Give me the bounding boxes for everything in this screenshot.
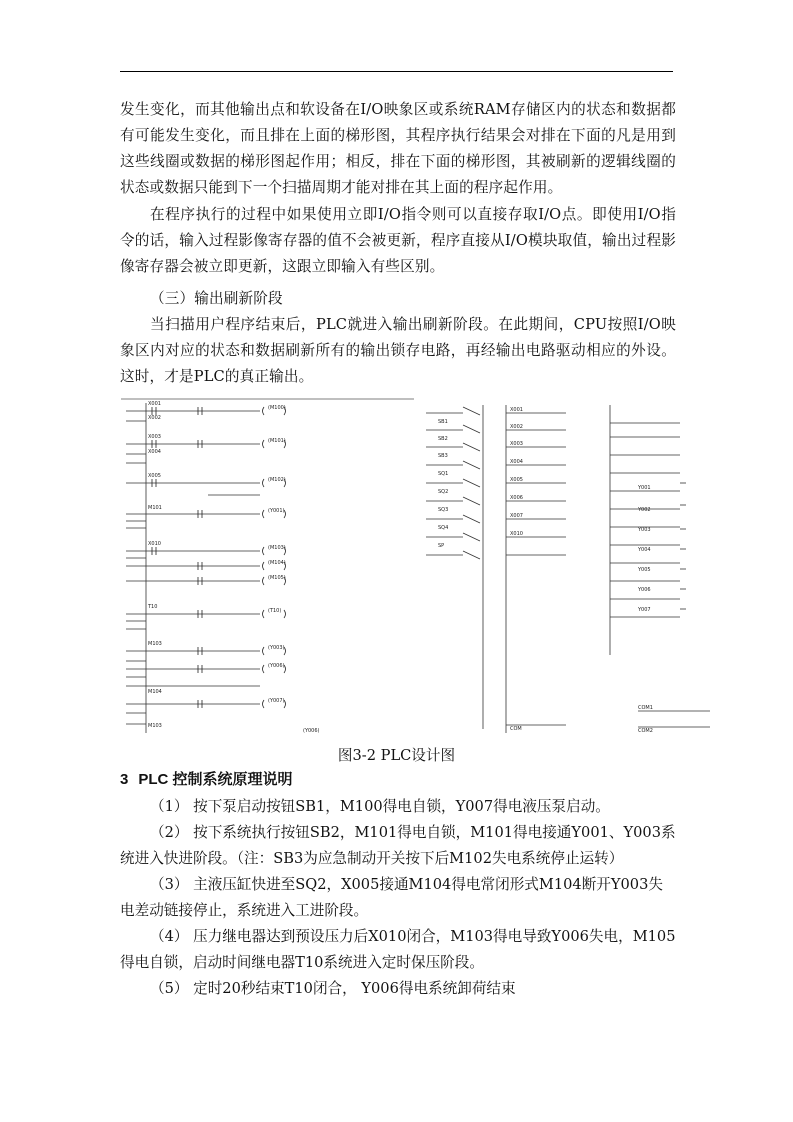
- svg-text:SB3: SB3: [438, 453, 448, 459]
- svg-text:Y006: Y006: [638, 587, 651, 593]
- section-heading: [120, 768, 293, 789]
- ladder-text: [147, 401, 320, 734]
- svg-text:X005: X005: [510, 477, 523, 483]
- svg-text:(M101): (M101): [268, 438, 286, 444]
- input-text: [438, 407, 523, 732]
- list-item-4: （4） 压力继电器达到预设压力后X010闭合，M103得电导致Y006失电，M105得电自锁，启动时间继电器T10系统进入定时保压阶段。: [120, 928, 676, 971]
- ladder-diagram: [121, 399, 414, 733]
- svg-text:Y002: Y002: [638, 507, 651, 513]
- svg-text:(T10): (T10): [268, 608, 282, 614]
- figure-caption: 图3-2 PLC设计图: [337, 747, 456, 764]
- svg-text:X005: X005: [148, 473, 161, 479]
- svg-text:(M103): (M103): [268, 545, 286, 551]
- svg-text:X006: X006: [510, 495, 523, 501]
- svg-text:X003: X003: [510, 441, 523, 447]
- svg-text:(Y006): (Y006): [268, 663, 285, 669]
- svg-text:X002: X002: [510, 424, 523, 430]
- svg-text:(M100): (M100): [268, 405, 286, 411]
- subheading-output-refresh: （三）输出刷新阶段: [150, 290, 283, 307]
- list-item-1: （1） 按下泵启动按钮SB1，M100得电自锁，Y007得电液压泵启动。: [150, 798, 610, 815]
- svg-text:SP: SP: [438, 543, 445, 549]
- svg-text:(M104): (M104): [268, 560, 286, 566]
- svg-text:COM1: COM1: [638, 705, 653, 711]
- output-text: [637, 485, 653, 734]
- svg-text:X002: X002: [148, 415, 161, 421]
- header-rule: [120, 71, 673, 72]
- svg-text:SQ1: SQ1: [438, 471, 449, 477]
- svg-text:M101: M101: [148, 505, 162, 511]
- list-item-2: （2） 按下系统执行按钮SB2，M101得电自锁，M101得电接通Y001、Y003系统进入快进阶段。（注：SB3为应急制动开关按下后M102失电系统停止运转）: [120, 824, 676, 867]
- svg-text:Y004: Y004: [638, 547, 651, 553]
- svg-text:Y005: Y005: [638, 567, 651, 573]
- svg-text:X004: X004: [510, 459, 523, 465]
- paragraph-1: 发生变化，而其他输出点和软设备在I/O映象区或系统RAM存储区内的状态和数据都有可能发生变化，而且排在上面的梯形图，其程序执行结果会对排在下面的凡是用到这些线圈或数据的梯形图起作用；相反，排在下面的梯形图，其被刷新的逻辑线圈的状态或数据只能到下一个扫描周期才能对排在其上面的程序起作用。: [120, 101, 676, 196]
- svg-text:X001: X001: [510, 407, 523, 413]
- svg-text:(Y003): (Y003): [268, 645, 285, 651]
- svg-text:(M102): (M102): [268, 477, 286, 483]
- svg-text:SB1: SB1: [438, 419, 448, 425]
- svg-text:COM: COM: [510, 726, 522, 732]
- svg-text:(Y007): (Y007): [268, 698, 285, 704]
- svg-text:M103: M103: [148, 723, 162, 729]
- svg-text:T10: T10: [148, 604, 158, 610]
- svg-text:SQ3: SQ3: [438, 507, 449, 513]
- output-wiring: [610, 405, 710, 727]
- svg-text:Y001: Y001: [638, 485, 651, 491]
- svg-text:(Y006): (Y006): [303, 728, 320, 734]
- plc-design-figure: [118, 393, 718, 738]
- paragraph-2: 在程序执行的过程中如果使用立即I/O指令则可以直接存取I/O点。即使用I/O指令的话，输入过程影像寄存器的值不会被更新，程序直接从I/O模块取值，输出过程影像寄存器会被立即更新，这跟立即输入有些区别。: [120, 206, 676, 275]
- section-title: PLC 控制系统原理说明: [138, 771, 293, 788]
- svg-text:SQ2: SQ2: [438, 489, 449, 495]
- svg-text:X007: X007: [510, 513, 523, 519]
- svg-text:Y007: Y007: [638, 607, 651, 613]
- svg-text:X010: X010: [510, 531, 523, 537]
- svg-text:SB2: SB2: [438, 436, 448, 442]
- svg-text:(M105): (M105): [268, 575, 286, 581]
- section-number: 3: [120, 771, 129, 788]
- svg-text:M103: M103: [148, 641, 162, 647]
- principle-list: [120, 794, 676, 1002]
- svg-text:X010: X010: [148, 541, 161, 547]
- svg-text:X003: X003: [148, 434, 161, 440]
- list-item-3: （3） 主液压缸快进至SQ2，X005接通M104得电常闭形式M104断开Y003失电差动链接停止，系统进入工进阶段。: [120, 876, 663, 919]
- svg-text:X001: X001: [148, 401, 161, 407]
- svg-text:X004: X004: [148, 449, 161, 455]
- paragraph-4: 当扫描用户程序结束后，PLC就进入输出刷新阶段。在此期间，CPU按照I/O映象区内对应的状态和数据刷新所有的输出锁存电路，再经输出电路驱动相应的外设。这时，才是PLC的真正输出。: [120, 316, 676, 385]
- svg-text:(Y001): (Y001): [268, 508, 285, 514]
- svg-text:COM2: COM2: [638, 728, 653, 734]
- list-item-5: （5） 定时20秒结束T10闭合， Y006得电系统卸荷结束: [150, 980, 516, 997]
- svg-text:SQ4: SQ4: [438, 525, 449, 531]
- svg-text:Y003: Y003: [638, 527, 651, 533]
- svg-text:M104: M104: [148, 689, 162, 695]
